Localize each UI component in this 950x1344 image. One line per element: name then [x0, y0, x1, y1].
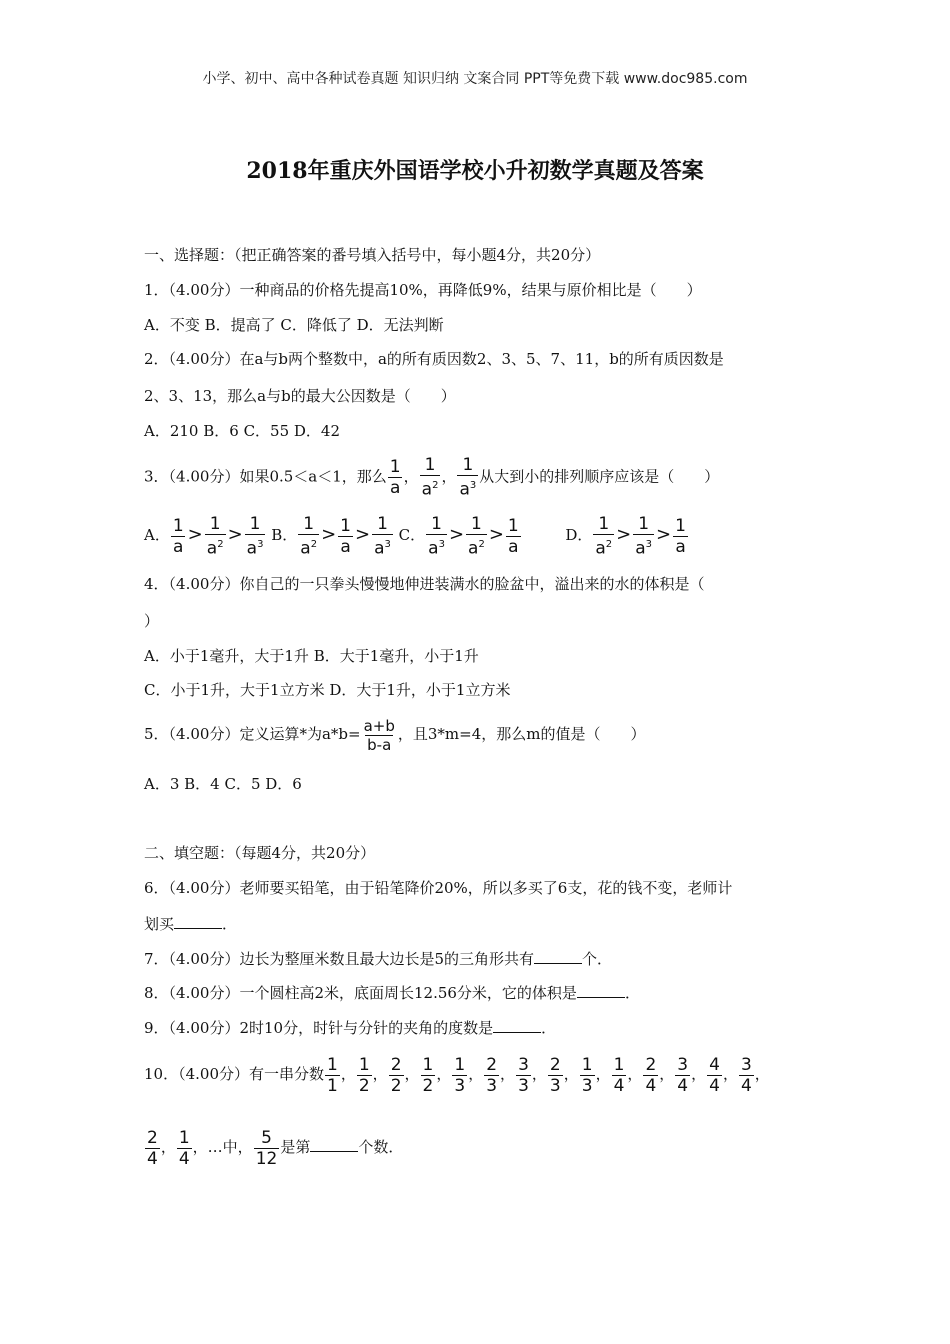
q5-pre: 5．（4.00分）定义运算*为a*b=: [144, 725, 361, 743]
q10-separator: ，: [372, 1065, 388, 1083]
q3-post: 从大到小的排列顺序应该是（ ）: [479, 467, 720, 486]
q5-fraction: $\frac{a+b}{b-a}$: [363, 716, 395, 754]
q10-fraction: $\frac{1}{1}$: [327, 1054, 338, 1096]
q5-options: A．3 B．4 C．5 D．6: [144, 775, 302, 793]
q3-frac-1-over-a2: $\frac{1}{a^2}$: [421, 455, 439, 500]
q4-options-cd: C．小于1升，大于1立方米 D．大于1升，小于1立方米: [144, 681, 511, 699]
q3-option-d: D． $\frac{1}{a^2}$ > $\frac{1}{a^3}$ > $\frac{1}{a}$: [565, 514, 686, 559]
q6-answer-blank: [174, 914, 222, 929]
q10-separator: ，: [531, 1065, 547, 1083]
q10-line1: 10．（4.00分）有一串分数 $\frac{1}{1}$ ， $\frac{1}{2}$ ， $\frac{2}{2}$ ， $\frac{1}{2}$ ， $\frac{1}{3}$ ， $\frac{2}{3}$ ， $\frac{3}{3}$ ， $\frac{2}{3}$ ， $\frac{1}{3}$ ， $\frac{1}{4}$ ， $\frac{2}{4}$ ， $\frac{3}{4}$ ， $\frac{4}{4}$ ， $\frac{3}{4}$ ，: [144, 1054, 770, 1096]
q4-options-ab: A．小于1毫升，大于1升 B．大于1毫升，小于1升: [144, 647, 479, 665]
q10-fraction-series-part2: [144, 1127, 193, 1169]
q10-separator: ，: [691, 1065, 707, 1083]
q10-separator: ，: [563, 1065, 579, 1083]
q2-line1: 2．（4.00分）在a与b两个整数中，a的所有质因数2、3、5、7、11，b的所有质因数是: [144, 350, 724, 368]
q3-line: 3．（4.00分）如果0.5＜a＜1，那么 $\frac{1}{a}$ ， $\frac{1}{a^2}$ ， $\frac{1}{a^3}$ 从大到小的排列顺序应该是（ ）: [144, 455, 720, 500]
q10-separator: ，: [340, 1065, 356, 1083]
q10-fraction: $\frac{2}{4}$: [645, 1054, 657, 1096]
q1-text: 1．（4.00分）一种商品的价格先提高10%，再降低9%，结果与原价相比是（ ）: [144, 281, 702, 299]
q9-line: 9．（4.00分）2时10分，时针与分针的夹角的度数是 ．: [144, 1019, 557, 1037]
q9-answer-blank: [493, 1018, 541, 1033]
q5-post: ，且3*m=4，那么m的值是（ ）: [397, 725, 646, 743]
q10-fraction: $\frac{3}{4}$: [677, 1054, 689, 1096]
q10-fraction: $\frac{1}{3}$: [581, 1054, 593, 1096]
q4-line1: 4．（4.00分）你自己的一只拳头慢慢地伸进装满水的脸盆中，溢出来的水的体积是（: [144, 575, 705, 593]
page-header: 小学、初中、高中各种试卷真题 知识归纳 文案合同 PPT等免费下载 www.doc985.com: [202, 71, 748, 87]
q3-option-b: B． $\frac{1}{a^2}$ > $\frac{1}{a}$ > $\frac{1}{a^3}$: [271, 514, 391, 559]
q10-fraction: $\frac{1}{2}$: [358, 1054, 370, 1096]
q10-fraction: $\frac{1}{4}$: [178, 1127, 190, 1169]
q10-target-fraction: $\frac{5}{12}$: [255, 1127, 278, 1169]
section-1-heading: 一、选择题：（把正确答案的番号填入括号中，每小题4分，共20分）: [144, 246, 601, 264]
q3-option-c: C． $\frac{1}{a^3}$ > $\frac{1}{a^2}$ > $\frac{1}{a}$: [398, 514, 519, 559]
q7-line: 7．（4.00分）边长为整厘米数且最大边长是5的三角形共有 个．: [144, 950, 613, 968]
q10-separator: ，: [754, 1065, 770, 1083]
q3-options: [144, 514, 689, 559]
q3-pre: 3．（4.00分）如果0.5＜a＜1，那么: [144, 467, 387, 486]
q10-separator: ，: [468, 1065, 484, 1083]
q10-separator: ，: [627, 1065, 643, 1083]
q10-fraction: $\frac{2}{3}$: [549, 1054, 561, 1096]
q10-separator: ，: [659, 1065, 675, 1083]
q4-line2: ）: [144, 612, 160, 630]
q10-separator: ，: [160, 1138, 176, 1156]
q10-fraction: $\frac{1}{4}$: [613, 1054, 625, 1096]
page-title: 2018年重庆外国语学校小升初数学真题及答案: [246, 158, 704, 184]
q10-fraction: $\frac{2}{3}$: [486, 1054, 498, 1096]
q10-separator: ，: [722, 1065, 738, 1083]
q10-fraction: $\frac{4}{4}$: [709, 1054, 720, 1096]
q7-answer-blank: [534, 949, 582, 964]
q8-answer-blank: [577, 983, 625, 998]
q2-options: A．210 B．6 C．55 D．42: [144, 422, 341, 440]
section-2-heading: 二、填空题：（每题4分，共20分）: [144, 844, 376, 862]
q10-fraction: $\frac{1}{2}$: [422, 1054, 434, 1096]
q10-fraction: $\frac{3}{3}$: [518, 1054, 529, 1096]
q1-options: A．不变 B．提高了 C．降低了 D．无法判断: [144, 316, 444, 334]
q10-separator: ，: [436, 1065, 452, 1083]
q8-line: 8．（4.00分）一个圆柱高2米，底面周长12.56分米，它的体积是 ．: [144, 984, 640, 1002]
q10-answer-blank: [310, 1137, 358, 1152]
q10-fraction: $\frac{2}{2}$: [390, 1054, 402, 1096]
q10-fraction: $\frac{1}{3}$: [454, 1054, 466, 1096]
q3-frac-1-over-a: $\frac{1}{a}$: [389, 456, 401, 498]
q10-fraction: $\frac{2}{4}$: [147, 1127, 158, 1169]
q6-line1: 6．（4.00分）老师要买铅笔，由于铅笔降价20%，所以多买了6支，花的钱不变，老师计: [144, 879, 733, 897]
q10-line2: $\frac{2}{4}$ ， $\frac{1}{4}$ ，…中， $\frac{5}{12}$ 是第 个数．: [144, 1125, 403, 1169]
q10-separator: ，: [404, 1065, 420, 1083]
q3-frac-1-over-a3: $\frac{1}{a^3}$: [459, 455, 477, 500]
q2-line2: 2、3、13，那么a与b的最大公因数是（ ）: [144, 387, 456, 405]
q3-option-a: A． $\frac{1}{a}$ > $\frac{1}{a^2}$ > $\frac{1}{a^3}$: [144, 514, 264, 559]
q10-separator: ，: [500, 1065, 516, 1083]
q6-line2: 划买 ．: [144, 915, 238, 933]
q5-line: [144, 713, 645, 755]
q10-fraction: $\frac{3}{4}$: [740, 1054, 752, 1096]
q10-separator: ，: [595, 1065, 611, 1083]
